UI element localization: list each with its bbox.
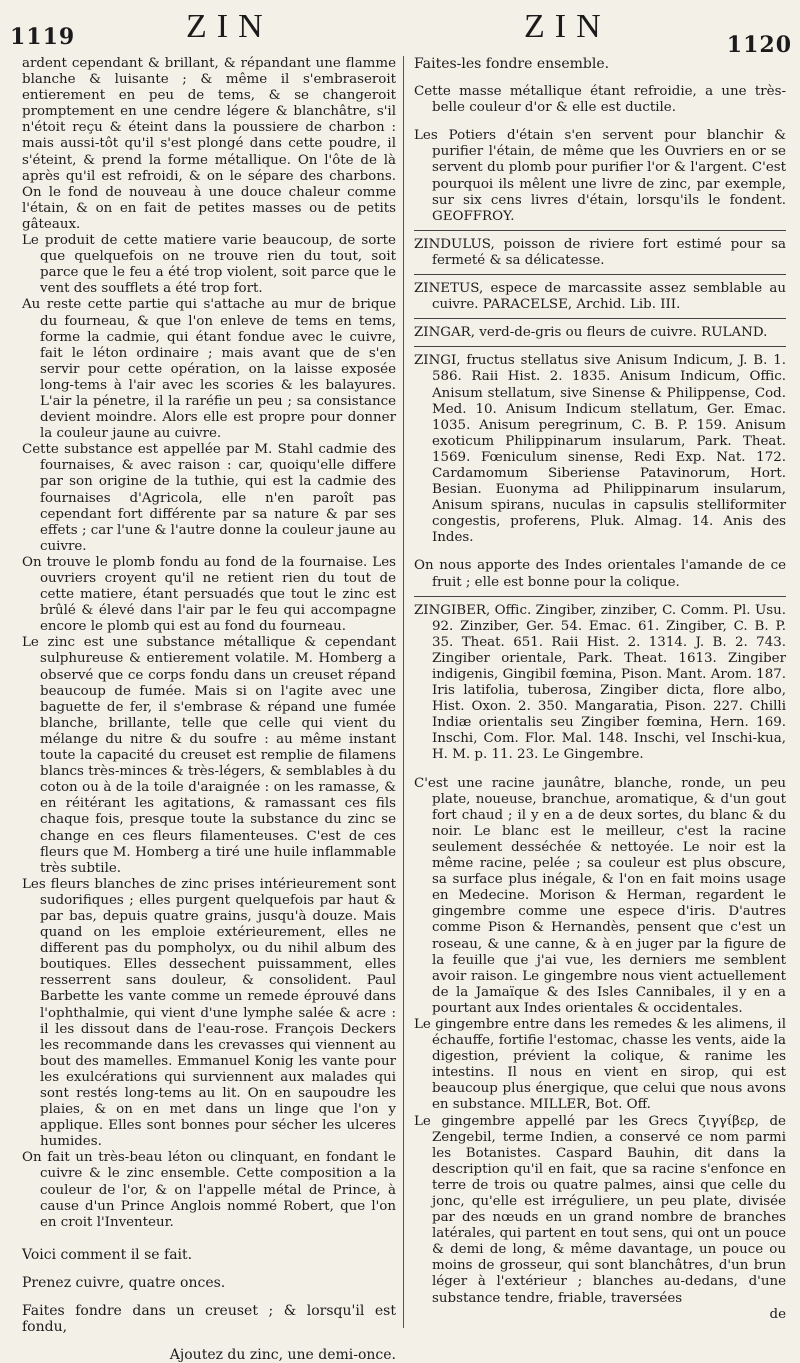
dictionary-entry-zingi: ZINGI, fructus stellatus sive Anisum Indicum, J. B. 1. 586. Raii Hist. 2. 1835. Anisum Indicum, Offic. Anisum stellatum, sive Sinense & Philippense, Cod. Med. 10. Anisum Indicum stellatum, Ger. Emac. 1035. Anisum peregrinum, C. B. P. 159. Anisum exoticum Philippinarum insularum, Park. Theat. 1569. Fœniculum sinense, Redi Exp. Nat. 172. Cardamomum Siberiense Patavinorum, Hort. Besian. Euonyma ad Philippinarum insularum, Anisum spirans, nuculas in capsulis stelliformiter congestis, proferens, Pluk. Almag. 14. Anis des Indes.	[414, 353, 786, 546]
paragraph: ardent cependant & brillant, & répandant une flamme blanche & luisante ; & même il s'embraseroit entierement en peu de tems, & se changeroit promptement en une cendre légere & blanchâtre, s'il n'étoit reçu & éteint dans la poussiere de charbon : mais aussi-tôt qu'il s'est plongé dans cette poudre, il s'éteint, & prend la forme métallique. On l'ôte de là après qu'il est refroidi, & on le sépare des charbons. On le fond de nouveau à une douce chaleur comme l'étain, & on en fait de petites masses ou de petits gâteaux.	[22, 56, 396, 232]
page-number-left: 1119	[10, 24, 76, 50]
paragraph: C'est une racine jaunâtre, blanche, ronde, un peu plate, noueuse, branchue, aromatique, & d'un gout fort chaud ; il y en a de deux sortes, du blanc & du noir. Le blanc est le meilleur, c'est la racine seulement desséchée & nettoyée. Le noir est la même racine, pelée ; sa couleur est plus obscure, sa surface plus inégale, & l'on en fait moins usage en Medecine. Morison & Herman, regardent le gingembre comme une espece d'iris. D'autres comme Pison & Hernandès, pensent que c'est un roseau, & une canne, & à en juger par la figure de la feuille que j'ai vue, les derniers me semblent avoir raison. Le gingembre nous vient actuellement de la Jamaïque & des Isles Cannibales, il y en a pourtant aux Indes orientales & occidentales.	[414, 775, 786, 1016]
paragraph: On nous apporte des Indes orientales l'amande de ce fruit ; elle est bonne pour la colique.	[414, 558, 786, 590]
paragraph: Le gingembre entre dans les remedes & les alimens, il échauffe, fortifie l'estomac, chasse les vents, aide la digestion, prévient la colique, & ranime les intestins. Il nous en vient en sirop, qui est beaucoup plus énergique, que celui que nous avons en substance. MILLER, Bot. Off.	[414, 1016, 786, 1113]
paragraph: Ajoutez du zinc, une demi-once.	[169, 1347, 396, 1363]
paragraph: Faites-les fondre ensemble.	[414, 56, 610, 72]
paragraph: On trouve le plomb fondu au fond de la fournaise. Les ouvriers croyent qu'il ne retient rien du tout de cette matiere, étant persuadés que tout le zinc est brûlé & élevé dans l'air par le feu qui accompagne encore le plomb qui est au fond du fourneau.	[22, 554, 396, 635]
paragraph: Le zinc est une substance métallique & cependant sulphureuse & entierement volatile. M. Homberg a observé que ce corps fondu dans un creuset répand beaucoup de fumée. Mais si on l'agite avec une baguette de fer, il s'embrase & répand une fumée blanche, brillante, telle que celle qui vient du mélange du nitre & du soufre : au même instant toute la capacité du creuset est remplie de filamens blancs très-minces & très-légers, & semblables à du coton ou à de la toile d'araignée : on les ramasse, & en réitérant les agitations, & ramassant ces fils chaque fois, presque toute la substance du zinc se change en ces fleurs filamenteuses. C'est de ces fleurs que M. Homberg a tiré une huile inflammable très subtile.	[22, 635, 396, 876]
entry-rule	[414, 318, 786, 319]
dictionary-entry-zingiber: ZINGIBER, Offic. Zingiber, zinziber, C. Comm. Pl. Usu. 92. Zinziber, Ger. 54. Emac. 61. Zingiber, C. B. P. 35. Theat. 651. Raii Hist. 2. 1314. J. B. 2. 743. Zingiber orientale, Park. Theat. 1613. Zingiber indigenis, Gingibil fœmina, Pison. Mant. Arom. 187. Iris latifolia, tuberosa, Zingiber dicta, flore albo, Hist. Oxon. 2. 350. Mangaratia, Pison. 227. Chilli Indiæ orientalis seu Zingiber fœmina, Hern. 169. Inschi, Com. Flor. Mal. 148. Inschi, vel Inschi-kua, H. M. p. 11. 23. Le Gingembre.	[414, 602, 786, 763]
dictionary-entry-zindulus: ZINDULUS, poisson de riviere fort estimé pour sa fermeté & sa délicatesse.	[414, 236, 786, 268]
dictionary-entry-zingar: ZINGAR, verd-de-gris ou fleurs de cuivre. RULAND.	[414, 325, 768, 341]
paragraph: Les fleurs blanches de zinc prises intérieurement sont sudorifiques ; elles purgent quelquefois par haut & par bas, depuis quatre grains, jusqu'à douze. Mais quand on les emploie extérieurement, elles ne different pas du pompholyx, ou du nihil album des boutiques. Elles dessechent puissamment, elles resserrent sans douleur, & consolident. Paul Barbette les vante comme un remede éprouvé dans l'ophthalmie, qui vient d'une lymphe salée & acre : il les dissout dans de l'eau-rose. François Deckers les recommande dans les crevasses qui viennent au bout des mamelles. Emmanuel Konig les vante pour les exulcérations qui surviennent aux malades qui sont restés long-tems au lit. On en saupoudre les plaies, & on en met dans un linge que l'on y applique. Elles sont bonnes pour sécher les ulceres humides.	[22, 876, 396, 1150]
entry-rule	[414, 230, 786, 231]
guide-word-left: ZIN	[186, 8, 273, 45]
paragraph: Cette substance est appellée par M. Stahl cadmie des fournaises, & avec raison : car, quoiqu'elle differe par son origine de la tuthie, qui est la cadmie des fournaises d'Agricola, elle n'en paroît pas cependant fort différente par sa nature & par ses effets ; car l'une & l'autre donne la couleur jaune au cuivre.	[22, 442, 396, 554]
dictionary-entry-zinetus: ZINETUS, espece de marcassite assez semblable au cuivre. PARACELSE, Archid. Lib. III.	[414, 281, 786, 313]
paragraph: Prenez cuivre, quatre onces.	[22, 1274, 226, 1291]
column-divider	[403, 56, 404, 1328]
paragraph: Voici comment il se fait.	[22, 1246, 193, 1263]
paragraph: Le produit de cette matiere varie beaucoup, de sorte que quelquefois on ne trouve rien du tout, soit parce que le feu a été trop violent, soit parce que le vent des soufflets a été trop fort.	[22, 233, 396, 297]
paragraph: Cette masse métallique étant refroidie, a une très-belle couleur d'or & elle est ductile.	[414, 84, 786, 116]
entry-rule	[414, 274, 786, 275]
entry-rule	[414, 346, 786, 347]
page-number-right: 1120	[726, 32, 792, 58]
left-column	[22, 56, 396, 1363]
right-column	[414, 56, 786, 1331]
guide-word-right: ZIN	[524, 8, 611, 45]
paragraph: Au reste cette partie qui s'attache au mur de brique du fourneau, & que l'on enleve de tems en tems, forme la cadmie, qui étant fondue avec le cuivre, fait le léton ordinaire ; mais avant que de s'en servir pour cette opération, on la laisse exposée long-tems à l'air avec les scories & les balayures. L'air la pénetre, il la raréfie un peu ; sa consistance devient moindre. Alors elle est propre pour donner la couleur jaune au cuivre.	[22, 297, 396, 442]
paragraph: Le gingembre appellé par les Grecs ζιγγίβερ, de Zengebil, terme Indien, a conservé ce nom parmi les Botanistes. Caspard Bauhin, dit dans la description qu'il en fait, que sa racine s'enfonce en terre de trois ou quatre palmes, ainsi que celle du jonc, qu'elle est irréguliere, un peu plate, divisée par des nœuds en un grand nombre de branches latérales, qui partent en tout sens, qui ont un pouce & demi de long, & même davantage, un pouce ou moins de grosseur, qui sont blanchâtres, d'un brun léger à l'extérieur ; blanches au-dedans, d'une substance tendre, friable, traversées	[414, 1113, 786, 1306]
entry-rule	[414, 596, 786, 597]
paragraph: On fait un très-beau léton ou clinquant, en fondant le cuivre & le zinc ensemble. Cette composition a la couleur de l'or, & on l'appelle métal de Prince, à cause d'un Prince Anglois nommé Robert, que l'on en croit l'Inventeur.	[22, 1150, 396, 1230]
paragraph: Faites fondre dans un creuset ; & lorsqu'il est fondu,	[22, 1303, 396, 1336]
running-header	[0, 8, 800, 58]
paragraph: Les Potiers d'étain s'en servent pour blanchir & purifier l'étain, de même que les Ouvriers en or se servent du plomb pour purifier l'or & l'argent. C'est pourquoi ils mêlent une livre de zinc, par exemple, sur six cens livres d'étain, lorsqu'ils le fondent. GEOFFROY.	[414, 128, 786, 224]
catchword: de	[769, 1306, 786, 1322]
